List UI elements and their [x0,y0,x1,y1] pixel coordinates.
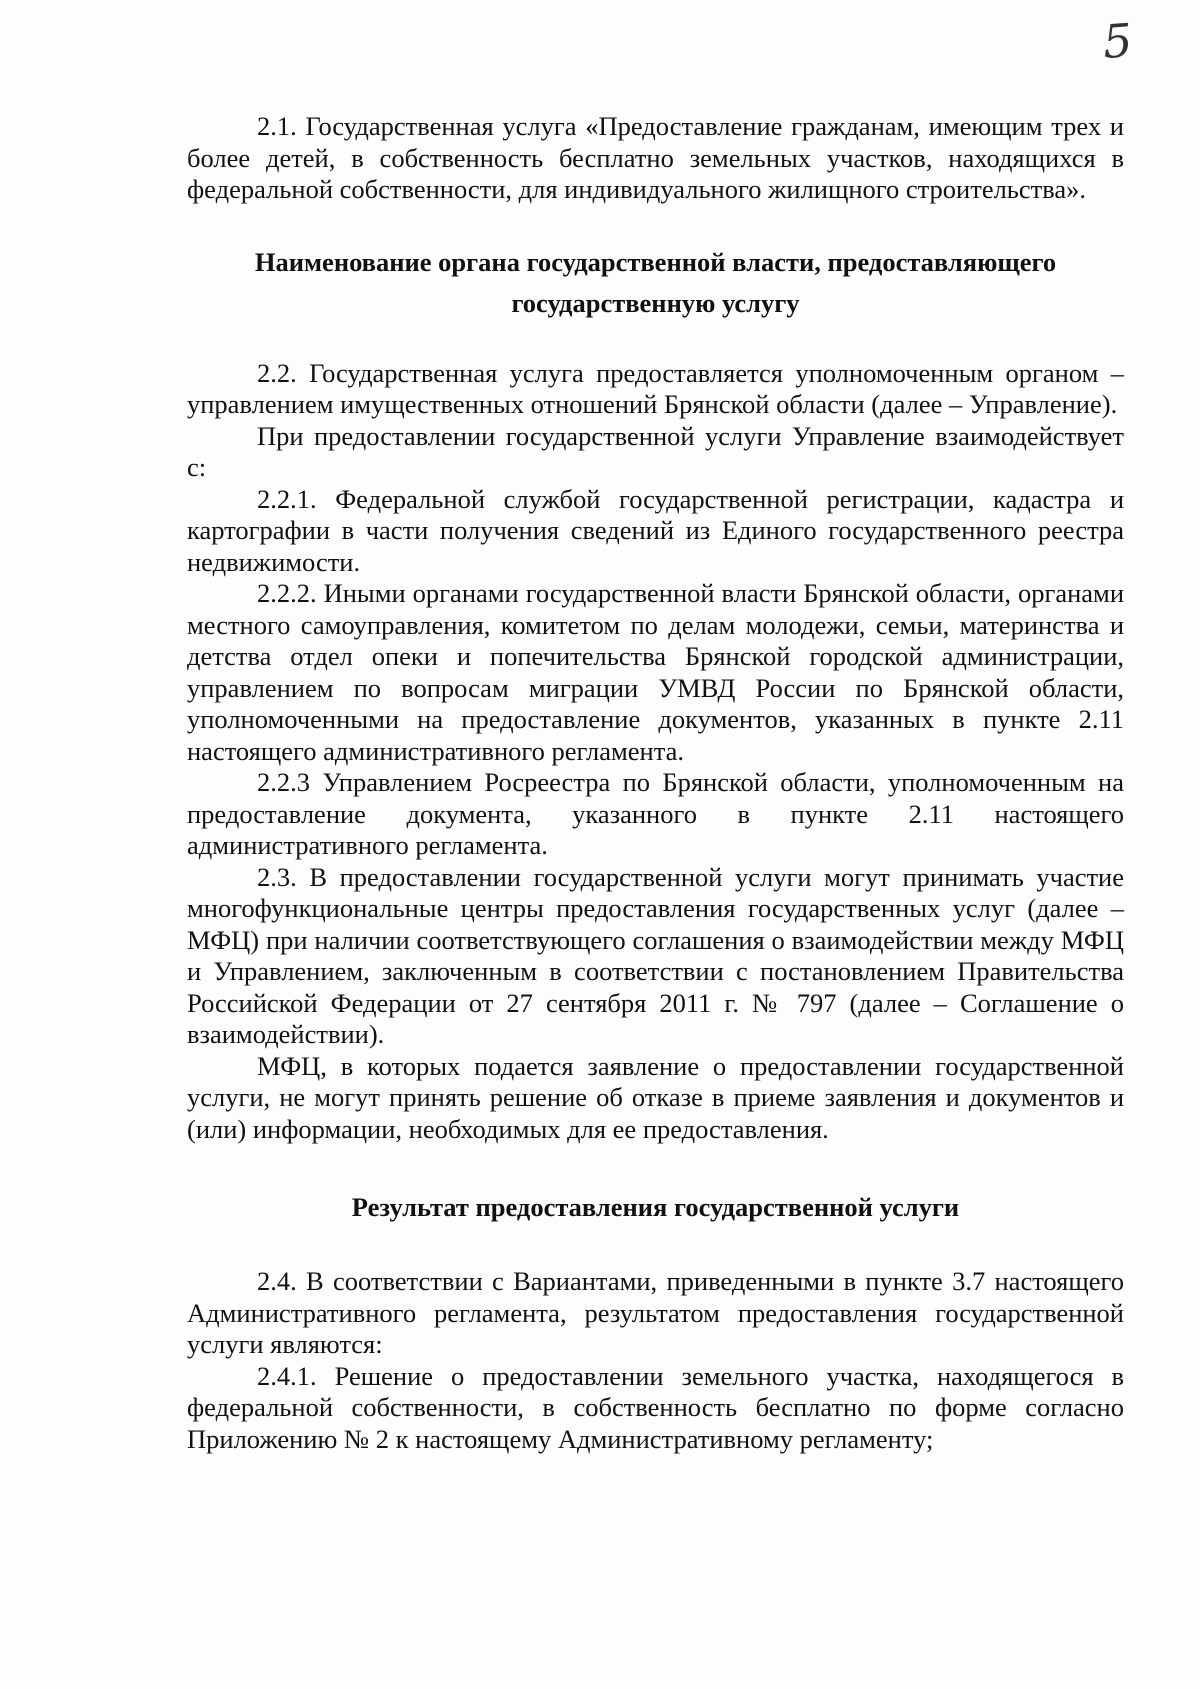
document-body [187,111,1124,1455]
paragraph-2-3: 2.3. В предоставлении государственной услуги могут принимать участие многофункциональные центры предоставления государственных услуг (далее – МФЦ) при наличии соответствующего соглашения о взаимодействии между МФЦ и Управлением, заключенным в соответствии с постановлением Правительства Российской Федерации от 27 сентября 2011 г. № 797 (далее – Соглашение о взаимодействии). [187,861,1124,1049]
paragraph-2-2-2: 2.2.2. Иными органами государственной власти Брянской области, органами местного самоуправления, комитетом по делам молодежи, семьи, материнства и детства отдел опеки и попечительства Брянской городской администрации, управлением по вопросам миграции УМВД России по Брянской области, уполномоченными на предоставление документов, указанных в пункте 2.11 настоящего административного регламента. [187,578,1124,766]
section-heading-result: Результат предоставления государственной услуги [351,1192,960,1222]
handwritten-page-number: 5 [1100,13,1134,69]
paragraph-2-2: 2.2. Государственная услуга предоставляется уполномоченным органом – управлением имущественных отношений Брянской области (далее – Управление). [187,357,1124,419]
paragraph-2-4: 2.4. В соответствии с Вариантами, приведенными в пункте 3.7 настоящего Административного регламента, результатом предоставления государственной услуги являются: [187,1266,1124,1359]
section-heading-authority: Наименование органа государственной власти, предоставляющего государственную услугу [254,246,1057,318]
paragraph-2-1: 2.1. Государственная услуга «Предоставление гражданам, имеющим трех и более детей, в собственность бесплатно земельных участков, находящихся в федеральной собственности, для индивидуального жилищного строительства». [187,111,1124,204]
paragraph-2-2-1: 2.2.1. Федеральной службой государственной регистрации, кадастра и картографии в части получения сведений из Единого государственного реестра недвижимости. [187,483,1124,577]
paragraph-2-4-1: 2.4.1. Решение о предоставлении земельного участка, находящегося в федеральной собственности, в собственность бесплатно по форме согласно Приложению № 2 к настоящему Административному регламенту; [187,1360,1124,1454]
paragraph-2-2-3: 2.2.3 Управлением Росреестра по Брянской области, уполномоченным на предоставление документа, указанного в пункте 2.11 настоящего административного регламента. [187,767,1124,860]
paragraph-interaction-intro: При предоставлении государственной услуги Управление взаимодействует с: [187,420,1124,482]
paragraph-mfc: МФЦ, в которых подается заявление о предоставлении государственной услуги, не могут принять решение об отказе в приеме заявления и документов и (или) информации, необходимых для ее предоставления. [187,1050,1124,1144]
